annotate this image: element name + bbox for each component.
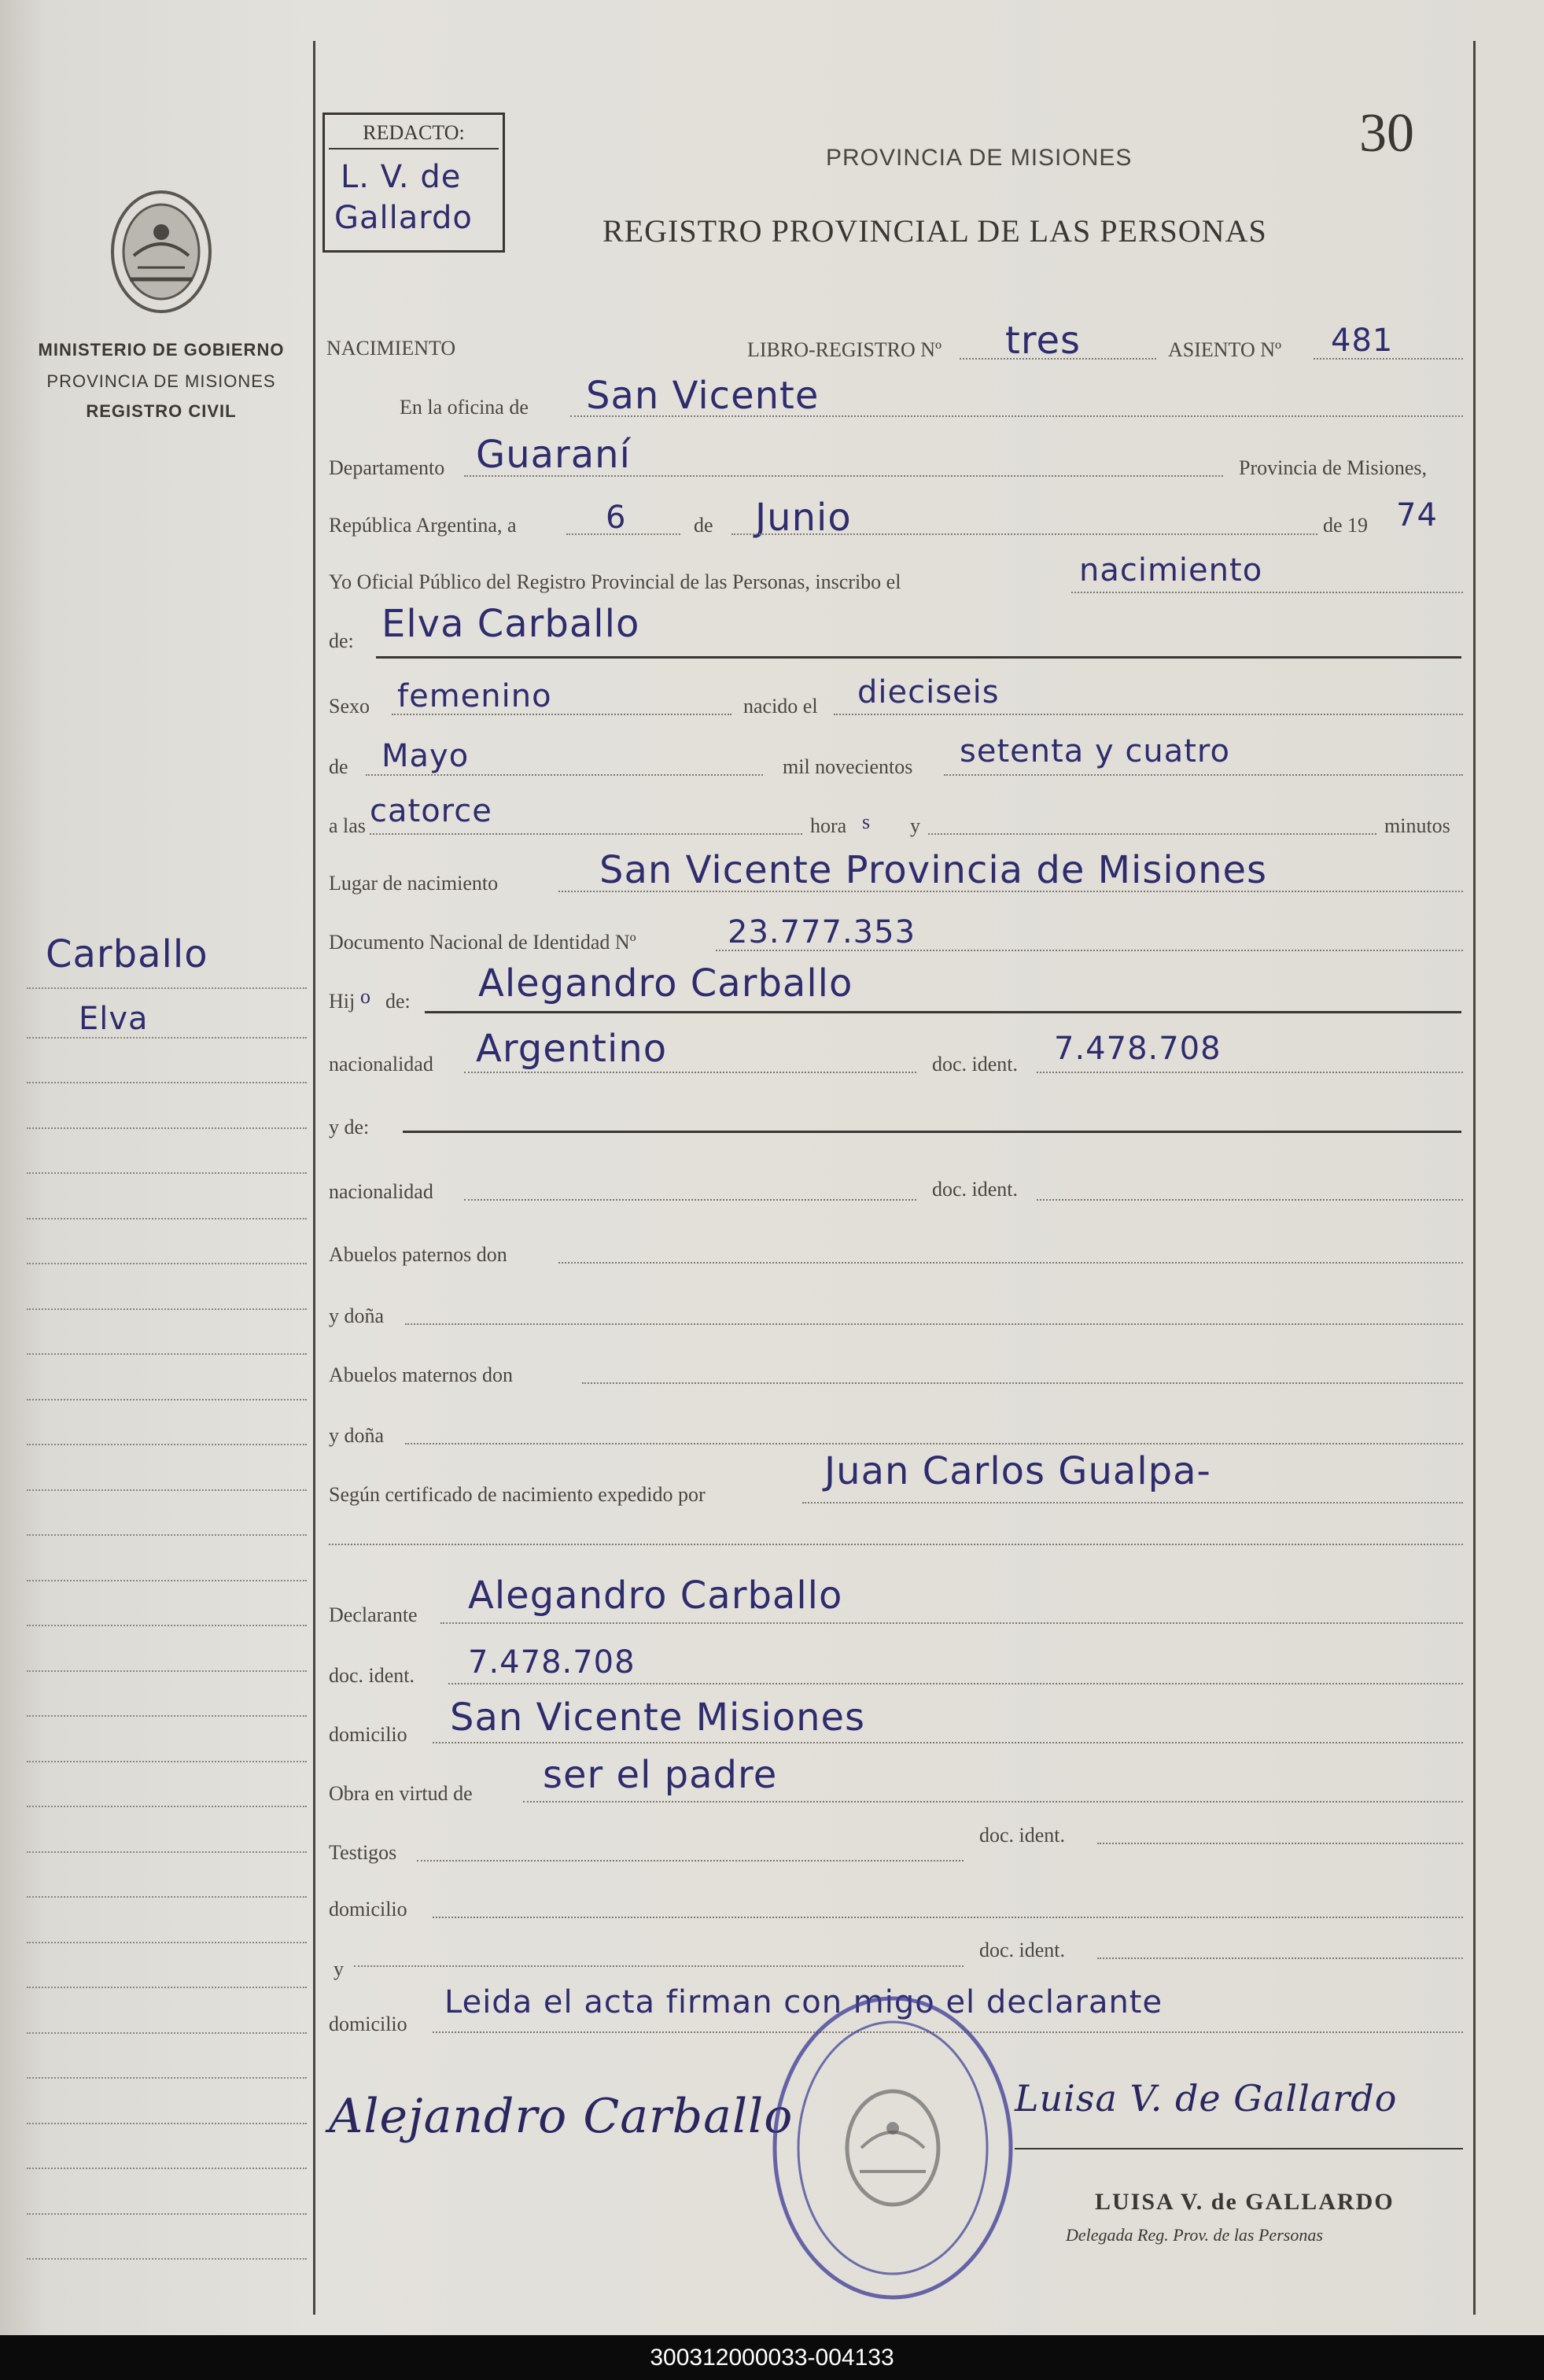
hora-label: hora <box>810 814 847 837</box>
margin-note-name: Elva <box>79 1001 149 1037</box>
abuelos-paternos-label: Abuelos paternos don <box>329 1243 507 1266</box>
declarante-signature: Alejandro Carballo <box>329 2089 794 2144</box>
departamento-value: Guaraní <box>476 433 631 477</box>
republica-de-label: de <box>694 514 713 537</box>
obra-label: Obra en virtud de <box>329 1782 473 1805</box>
official-seal-stamp <box>767 1991 1019 2305</box>
nombre-value: Elva Carballo <box>381 602 640 646</box>
nacido-value: dieciseis <box>857 674 1000 710</box>
anio-prefix: de 19 <box>1323 514 1369 537</box>
redacto-box <box>322 113 505 253</box>
de-mes-label: de <box>329 755 348 778</box>
decl-doc-value: 7.478.708 <box>468 1644 636 1681</box>
doc-ident2-label: doc. ident. <box>932 1178 1019 1201</box>
ministry-line1: MINISTERIO DE GOBIERNO <box>38 340 285 360</box>
domicilio3-value: Leida el acta firman con migo el declarante <box>444 1984 1163 2020</box>
obra-value: ser el padre <box>543 1753 778 1797</box>
republica-label: República Argentina, a <box>329 514 517 537</box>
page-number: 30 <box>1359 103 1414 164</box>
y-dona-label: y doña <box>329 1304 385 1327</box>
redacto-name-line1: L. V. de <box>341 159 462 195</box>
domicilio-label: domicilio <box>329 1723 407 1746</box>
provincia-suffix: Provincia de Misiones, <box>1239 456 1428 479</box>
y2-doc-label: doc. ident. <box>979 1939 1066 1961</box>
frame-left-line <box>313 41 315 2315</box>
asiento-label: ASIENTO Nº <box>1168 338 1282 361</box>
dni-label: Documento Nacional de Identidad Nº <box>329 931 636 954</box>
asiento-value: 481 <box>1331 323 1394 359</box>
hora-suffix: s <box>862 810 871 833</box>
mes-nac-value: Mayo <box>381 738 470 774</box>
oficina-value: San Vicente <box>586 374 820 418</box>
acto-value: nacimiento <box>1079 552 1263 589</box>
domicilio3-label: domicilio <box>329 2013 407 2035</box>
hora-value: catorce <box>370 793 492 829</box>
domicilio-value: San Vicente Misiones <box>450 1696 866 1740</box>
redacto-name-line2: Gallardo <box>334 200 473 236</box>
margin-note-surname: Carballo <box>46 932 208 976</box>
doc-ident-label: doc. ident. <box>932 1053 1019 1076</box>
registry-title: REGISTRO PROVINCIAL DE LAS PERSONAS <box>602 213 1267 249</box>
official-name: LUISA V. de GALLARDO <box>1095 2189 1395 2215</box>
lugar-label: Lugar de nacimiento <box>329 872 499 895</box>
province-title: PROVINCIA DE MISIONES <box>826 145 1133 171</box>
anio-nac-value: setenta y cuatro <box>960 733 1230 769</box>
sexo-value: femenino <box>397 678 552 714</box>
hijo-label: Hij <box>329 990 356 1013</box>
mil-label: mil novecientos <box>783 755 913 778</box>
padre-value: Alegandro Carballo <box>478 961 853 1006</box>
hijo-suffix: o <box>360 985 370 1008</box>
ministry-line3: REGISTRO CIVIL <box>86 401 237 421</box>
minutos-label: minutos <box>1384 814 1450 837</box>
document-code-footer: 300312000033-004133 <box>0 2335 1544 2380</box>
oficina-label: En la oficina de <box>400 396 529 419</box>
libro-registro-value: tres <box>1005 319 1082 363</box>
official-title: Delegada Reg. Prov. de las Personas <box>1066 2225 1323 2245</box>
certificado-value: Juan Carlos Gualpa- <box>824 1449 1211 1493</box>
certificado-label: Según certificado de nacimiento expedido por <box>329 1483 706 1506</box>
libro-registro-label: LIBRO-REGISTRO Nº <box>747 338 942 361</box>
declarante-label: Declarante <box>329 1603 418 1626</box>
departamento-label: Departamento <box>329 456 445 479</box>
de-colon-label: de: <box>329 629 354 652</box>
abuelos-maternos-label: Abuelos maternos don <box>329 1363 513 1386</box>
oficial-text: Yo Oficial Público del Registro Provincial de las Personas, inscribo el <box>329 570 901 593</box>
padre-doc-value: 7.478.708 <box>1054 1031 1222 1067</box>
nacionalidad-label: nacionalidad <box>329 1053 433 1076</box>
coat-of-arms-emblem <box>102 185 220 319</box>
domicilio2-label: domicilio <box>329 1898 407 1921</box>
nacimiento-label: NACIMIENTO <box>326 337 456 360</box>
a-las-label: a las <box>329 814 366 837</box>
frame-right-line <box>1473 41 1476 2315</box>
anio-value: 74 <box>1396 497 1438 533</box>
lugar-value: San Vicente Provincia de Misiones <box>599 848 1268 892</box>
y-dona2-label: y doña <box>329 1424 385 1447</box>
nacido-label: nacido el <box>743 695 818 718</box>
testigos-doc-label: doc. ident. <box>979 1824 1066 1847</box>
decl-doc-label: doc. ident. <box>329 1664 415 1687</box>
dia-value: 6 <box>606 500 627 536</box>
sexo-label: Sexo <box>329 695 370 718</box>
mes-value: Junio <box>755 496 852 540</box>
declarante-value: Alegandro Carballo <box>468 1574 843 1618</box>
nacionalidad-value: Argentino <box>476 1027 668 1071</box>
ministry-line2: PROVINCIA DE MISIONES <box>46 371 276 391</box>
y-label: y <box>910 814 920 837</box>
nacionalidad2-label: nacionalidad <box>329 1180 433 1203</box>
hijo-de-label: de: <box>385 990 411 1013</box>
testigos-label: Testigos <box>329 1841 397 1864</box>
dni-value: 23.777.353 <box>728 914 916 950</box>
y-de-label: y de: <box>329 1116 370 1138</box>
redacto-label: REDACTO: <box>363 121 465 144</box>
official-signature: Luisa V. de Gallardo <box>1015 2077 1398 2120</box>
y2-label: y <box>333 1958 344 1980</box>
